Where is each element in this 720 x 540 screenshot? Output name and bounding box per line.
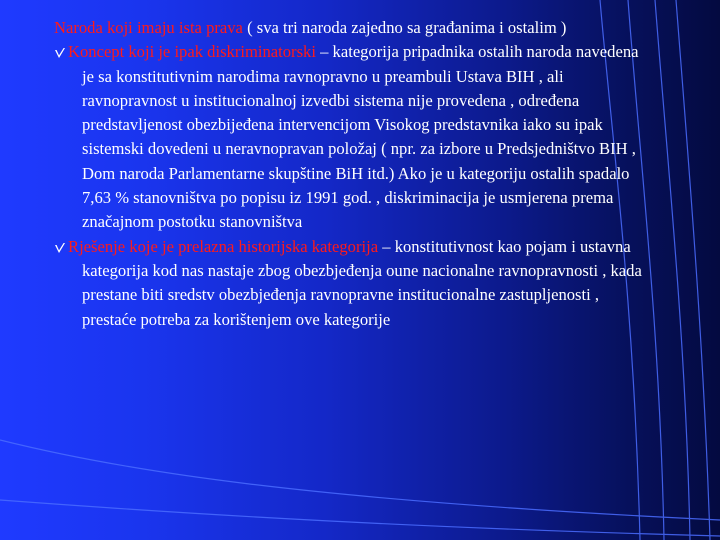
highlight-text: Koncept koji je ipak diskriminatorski [68, 42, 316, 62]
body-text: – konstitutivnost kao pojam i ustavna kategorija kod nas nastaje zbog obezbjeđenja oune nacionalne ravnopravnosti , kada prestane biti sredstv obezbjeđenja ravnopravne institucionalne zastupljenosti , prestaće potreba za korištenjem ove kategorije [82, 236, 642, 329]
checkmark-bullet-icon [54, 47, 66, 59]
paragraph-intro [54, 16, 654, 40]
highlight-text: Rješenje koje je prelazna historijska kategorija [68, 236, 379, 256]
body-text: – kategorija pripadnika ostalih naroda navedena je sa konstitutivnim narodima ravnopravno u preambuli Ustava BIH , ali ravnopravnost u institucionalnoj izvedbi sistema nije provedena , određena predstavljenost obezbijeđena intervencijom Visokog predstavnika iako su ipak sistemski dovedeni u neravnopravan položaj ( npr. za izbore u Predsjedništvo BIH , Dom naroda Parlamentarne skupštine BiH itd.) Ako je u kategoriju ostalih spadalo 7,63 % stanovništva po popisu iz 1991 god. , diskriminacija je usmjerena prema značajnom postotku stanovništva [82, 42, 639, 232]
body-text: ( sva tri naroda zajedno sa građanima i ostalim ) [242, 18, 567, 37]
checkmark-bullet-icon [54, 242, 66, 254]
highlight-text: Naroda koji imaju ista prava [54, 18, 243, 37]
bullet-item-koncept [54, 40, 654, 234]
bullet-item-rjesenje [54, 235, 654, 332]
text-content [54, 16, 654, 332]
